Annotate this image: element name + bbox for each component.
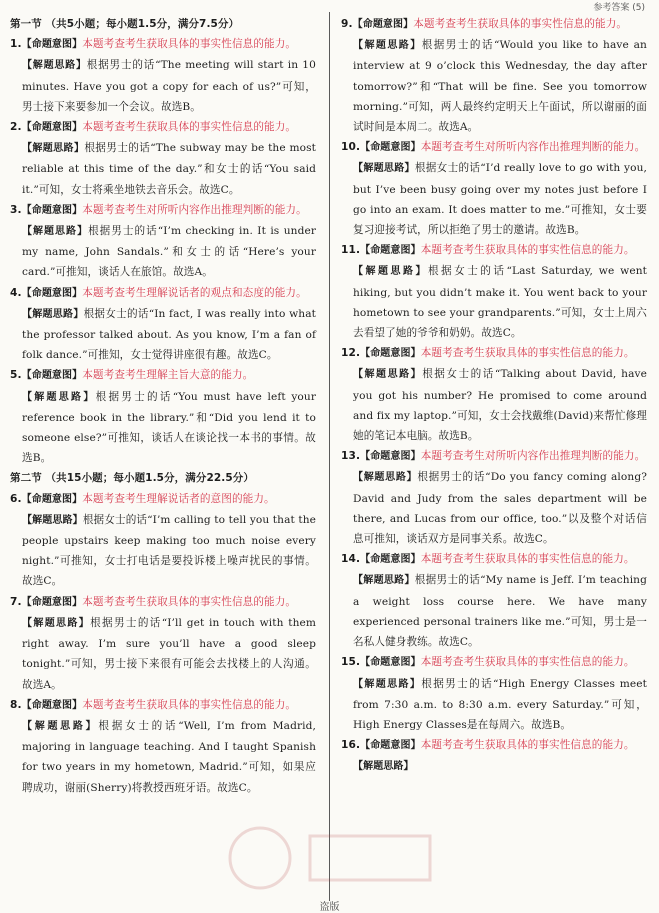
analysis-text: 根据女士的话“I’m calling to tell you that the people upstairs keep making too much noise every night.”可推知，女士打电话是要投诉楼上噪声扰民的事情。故选C。: [22, 513, 317, 588]
intent-text: 本题考查考生获取具体的事实性信息的能力。: [82, 698, 297, 711]
answer-item: [10, 365, 316, 468]
analysis-tag: 【解题思路】: [353, 266, 428, 278]
analysis-text: 根据男士的话“Would you like to have an interview at 9 o’clock this Wednesday, the day after tomorrow?”和“That will be fine. See you tomorrow morning.”可知，两人最终约定明天上午面试，所以谢丽的面试时间是本周二。故选A。: [353, 39, 647, 134]
analysis-line: [10, 387, 316, 469]
intent-text: 本题考查考生理解说话者的意图的能力。: [82, 492, 275, 505]
analysis-line: [341, 261, 647, 343]
item-number: 14.: [341, 553, 361, 566]
analysis-line: [10, 716, 316, 798]
analysis-text: 根据女士的话“I’d really love to go with you, but I’ve been busy going over my notes just before I go into an exam. It does matter to me.”可推知，女士要复习迎接考试，所以拒绝了男士的邀请。故选B。: [353, 162, 647, 237]
section-heading-1: 第一节 （共5小题；每小题1.5分，满分7.5分）: [10, 18, 240, 30]
answer-item: [341, 14, 647, 137]
analysis-text: 根据男士的话“The meeting will start in 10 minutes. Have you got a copy for each of us?”可知，男士接下来要参加一个会议。故选B。: [22, 59, 316, 113]
intent-line: [10, 34, 316, 55]
analysis-line: [341, 674, 647, 736]
item-number: 16.: [341, 739, 361, 752]
analysis-line: [10, 55, 316, 117]
analysis-text: 根据男士的话“I’m checking in. It is under my name, John Sandals.”和女士的话“Here’s your card.”可推知，谈话人在旅馆。故选A。: [22, 225, 316, 279]
analysis-text: 根据男士的话“I’ll get in touch with them right away. I’m sure you’ll have a good sleep tonight.”可知，男士接下来很有可能会去找楼上的人沟通。故选A。: [22, 616, 317, 691]
intent-text: 本题考查考生获取具体的事实性信息的能力。: [420, 739, 635, 752]
answer-item: [341, 343, 647, 446]
intent-tag: 【命题意图】: [360, 348, 421, 360]
analysis-tag: 【解题思路】: [353, 761, 414, 773]
intent-tag: 【命题意图】: [360, 142, 421, 154]
analysis-text: 根据男士的话“The subway may be the most reliable at this time of the day.”和女士的话“You said it.”可知，女士将乘坐地铁去音乐会。故选C。: [22, 142, 316, 196]
analysis-tag: 【解题思路】: [353, 575, 415, 587]
intent-line: [341, 549, 647, 570]
analysis-line: [341, 467, 647, 549]
answer-item: [341, 137, 647, 240]
intent-text: 本题考查考生获取具体的事实性信息的能力。: [420, 656, 635, 669]
intent-line: [341, 735, 647, 756]
item-number: 2.: [10, 121, 22, 134]
intent-tag: 【命题意图】: [360, 740, 421, 752]
intent-tag: 【命题意图】: [360, 451, 421, 463]
answer-item: [10, 200, 316, 283]
item-number: 3.: [10, 203, 22, 216]
analysis-tag: 【解题思路】: [22, 720, 99, 732]
analysis-text: 根据女士的话“Talking about David, have you got his number? He promised to come around and fix my laptop.”可知，女士会找戴维(David)来帮忙修理她的笔记本电脑。故选B。: [353, 368, 647, 443]
analysis-line: [10, 304, 316, 366]
intent-tag: 【命题意图】: [360, 245, 421, 257]
analysis-tag: 【解题思路】: [22, 391, 96, 403]
analysis-tag: 【解题思路】: [22, 514, 83, 526]
intent-text: 本题考查考生对所听内容作出推理判断的能力。: [420, 450, 646, 463]
item-number: 13.: [341, 450, 361, 463]
analysis-tag: 【解题思路】: [22, 60, 87, 72]
item-number: 8.: [10, 698, 22, 711]
intent-tag: 【命题意图】: [21, 370, 83, 382]
analysis-line: [341, 35, 647, 137]
analysis-text: 根据女士的话“Last Saturday, we went hiking, but you didn’t make it. You went back to your hometown to see your grandparents.”可知，女士上周六去看望了她的爷爷和奶奶。故选C。: [353, 265, 648, 340]
intent-tag: 【命题意图】: [21, 596, 83, 608]
watermark-stamp: [220, 818, 460, 898]
analysis-text: 根据女士的话“Well, I’m from Madrid, majoring in language teaching. And I taught Spanish for two years in my hometown, Madrid.”可知，如果应聘成功，谢丽(Sherry)将教授西班牙语。故选C。: [22, 719, 316, 794]
answer-item: [10, 592, 316, 695]
intent-line: [341, 343, 647, 364]
intent-line: [10, 695, 316, 716]
analysis-line: [341, 570, 647, 652]
answer-item: [341, 446, 647, 549]
page-corner-label: 参考答案 (5): [593, 3, 645, 13]
item-number: 9.: [341, 18, 353, 30]
intent-text: 本题考查考生获取具体的事实性信息的能力。: [82, 595, 297, 608]
item-number: 5.: [10, 369, 22, 382]
analysis-line: [341, 756, 647, 777]
analysis-line: [10, 221, 316, 283]
answer-item: [10, 489, 316, 592]
intent-text: 本题考查考生理解主旨大意的能力。: [82, 369, 254, 382]
intent-tag: 【命题意图】: [21, 493, 83, 505]
intent-tag: 【命题意图】: [360, 554, 421, 566]
analysis-line: [341, 158, 647, 240]
intent-line: [10, 283, 316, 304]
item-number: 6.: [10, 492, 22, 505]
analysis-tag: 【解题思路】: [22, 143, 85, 155]
intent-line: [10, 592, 316, 613]
intent-line: [341, 446, 647, 467]
intent-line: [10, 117, 316, 138]
intent-text: 本题考查考生对所听内容作出推理判断的能力。: [420, 141, 646, 154]
intent-text: 本题考查考生理解说话者的观点和态度的能力。: [82, 286, 307, 299]
analysis-text: 根据女士的话“In fact, I was really into what the professor talked about. As you know, I’m a fan of folk dance.”可推知，女士觉得讲座很有趣。故选C。: [22, 307, 316, 362]
item-number: 1.: [10, 38, 22, 51]
intent-text: 本题考查考生获取具体的事实性信息的能力。: [82, 121, 297, 134]
item-number: 11.: [341, 244, 361, 257]
analysis-tag: 【解题思路】: [22, 617, 91, 629]
analysis-text: 根据男士的话“High Energy Classes meet from 7:30 a.m. to 8:30 a.m. every Saturday.”可知，High Energy Classes是在每周六。故选B。: [353, 677, 647, 731]
right-column: [341, 14, 647, 899]
answer-item: [10, 117, 316, 200]
intent-line: [341, 14, 647, 35]
intent-line: [10, 365, 316, 386]
intent-tag: 【命题意图】: [21, 39, 83, 51]
intent-text: 本题考查考生获取具体的事实性信息的能力。: [82, 38, 297, 51]
intent-text: 本题考查考生获取具体的事实性信息的能力。: [420, 244, 635, 257]
answer-item: [341, 735, 647, 777]
column-divider: [329, 12, 330, 901]
analysis-tag: 【解题思路】: [353, 163, 415, 175]
intent-text: 本题考查考生获取具体的事实性信息的能力。: [420, 553, 635, 566]
intent-line: [341, 137, 647, 158]
analysis-tag: 【解题思路】: [22, 226, 89, 238]
page-footer: 盗版: [319, 902, 340, 913]
analysis-line: [10, 510, 316, 592]
analysis-tag: 【解题思路】: [353, 472, 418, 484]
intent-line: [341, 652, 647, 673]
answer-item: [341, 240, 647, 343]
item-number: 7.: [10, 595, 22, 608]
analysis-tag: 【解题思路】: [353, 369, 423, 381]
intent-text: 本题考查考生获取具体的事实性信息的能力。: [420, 347, 635, 360]
intent-text: 本题考查考生获取具体的事实性信息的能力。: [413, 18, 628, 30]
answer-item: [341, 549, 647, 652]
analysis-line: [341, 364, 647, 446]
intent-line: [10, 200, 316, 221]
intent-tag: 【命题意图】: [21, 122, 83, 134]
item-number: 15.: [341, 656, 361, 669]
intent-tag: 【命题意图】: [21, 287, 83, 299]
answer-item: [341, 652, 647, 735]
analysis-line: [10, 138, 316, 200]
intent-tag: 【命题意图】: [21, 204, 83, 216]
intent-line: [341, 240, 647, 261]
intent-tag: 【命题意图】: [352, 19, 414, 30]
answer-item: [10, 695, 316, 798]
answer-item: [10, 34, 316, 117]
intent-text: 本题考查考生对所听内容作出推理判断的能力。: [82, 203, 307, 216]
analysis-line: [10, 613, 316, 695]
analysis-tag: 【解题思路】: [22, 308, 84, 320]
analysis-text: 根据男士的话“You must have left your reference book in the library.”和“Did you lend it to someone else?”可推知，谈话人在谈论找一本书的事情。故选B。: [22, 390, 316, 465]
left-column: [10, 14, 316, 899]
analysis-text: 根据男士的话“My name is Jeff. I’m teaching a weight loss course here. We have many experienced personal trainers like me.”可知，男士是一名私人健身教练。故选C。: [353, 574, 647, 649]
answer-item: [10, 283, 316, 366]
item-number: 12.: [341, 347, 361, 360]
item-number: 4.: [10, 286, 22, 299]
intent-tag: 【命题意图】: [21, 699, 83, 711]
intent-line: [10, 489, 316, 510]
analysis-text: 根据男士的话“Do you fancy coming along? David and Judy from the sales department will be there, and Lucas from our office, too.”以及整个对话信息可推知，谈话双方是同事关系。故选C。: [353, 471, 647, 546]
item-number: 10.: [341, 141, 361, 154]
section-heading-2: 第二节 （共15小题；每小题1.5分，满分22.5分）: [10, 472, 254, 485]
intent-tag: 【命题意图】: [360, 657, 421, 669]
analysis-tag: 【解题思路】: [353, 40, 422, 52]
analysis-tag: 【解题思路】: [353, 678, 422, 690]
